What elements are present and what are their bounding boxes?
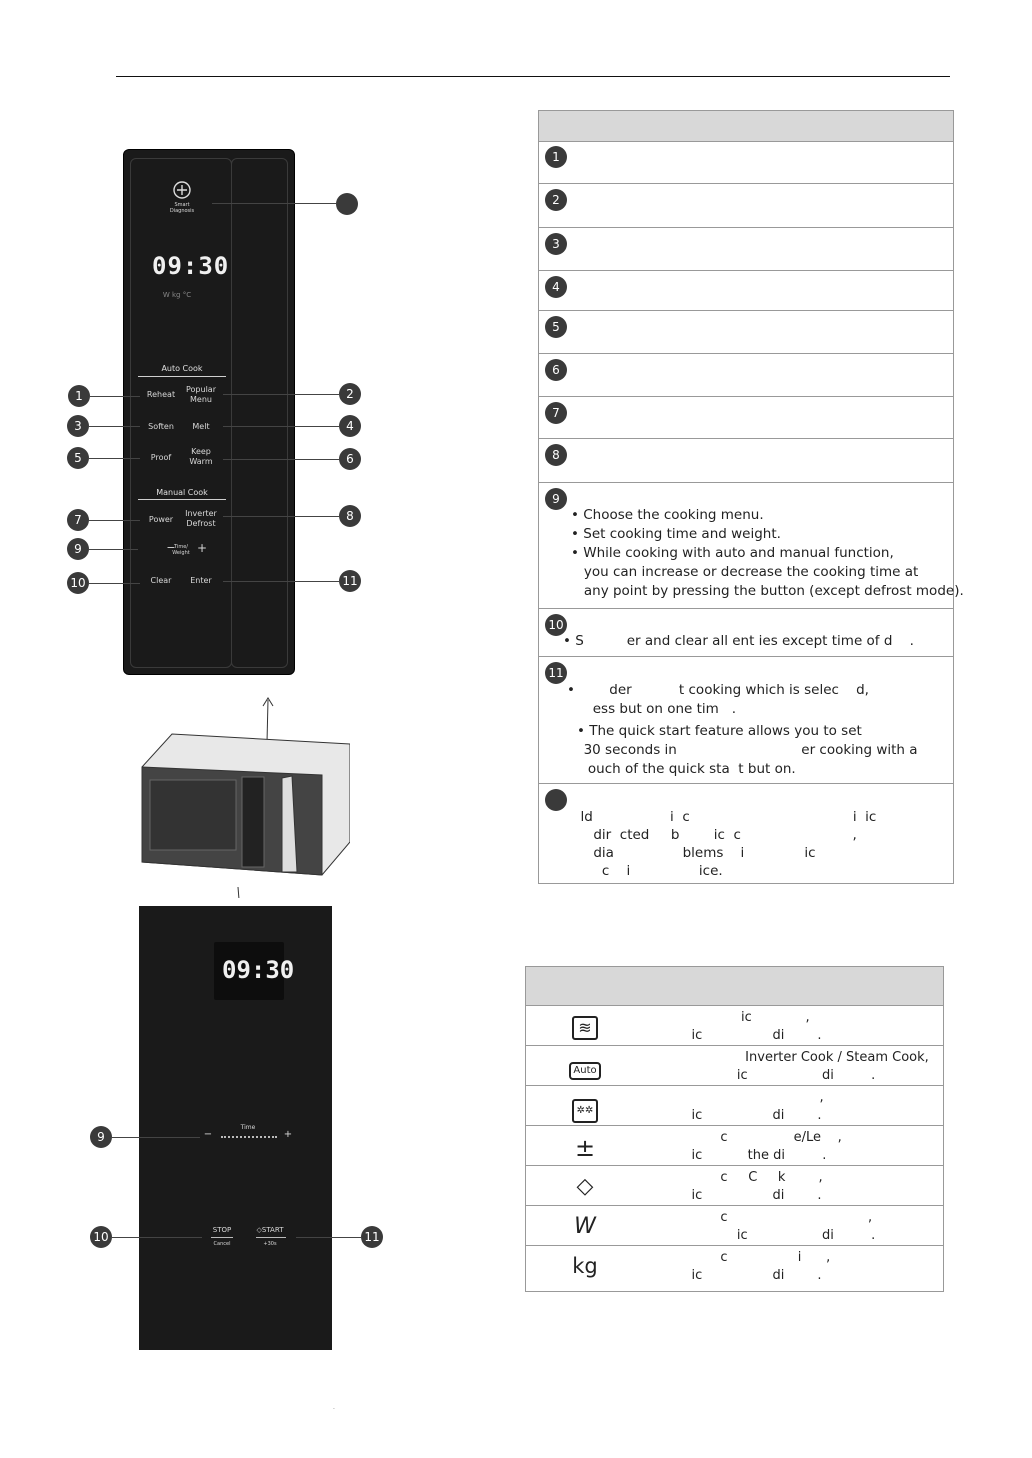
- section-manual-cook: Manual Cook: [156, 488, 208, 497]
- callout-smart-diagnosis: [336, 193, 358, 215]
- row-line: ouch of the quick sta t but on.: [575, 761, 796, 777]
- leader-line: [223, 516, 339, 517]
- row-number: 11: [545, 662, 567, 684]
- display-2: [214, 942, 295, 1000]
- proof-button[interactable]: Proof: [150, 453, 172, 462]
- callout-6: 6: [339, 448, 361, 470]
- leader-line: [112, 1137, 200, 1138]
- table-row: [539, 228, 953, 271]
- kg-icon: kg: [572, 1254, 598, 1278]
- leader-line: [89, 520, 140, 521]
- display-time: 09:30: [152, 252, 230, 280]
- microwave-illustration: [132, 676, 350, 898]
- table-row: [539, 184, 953, 228]
- row-line: c i ,: [646, 1250, 831, 1265]
- leader-line: [296, 1237, 361, 1238]
- start-button[interactable]: ◇START: [256, 1226, 284, 1234]
- callout-4: 4: [339, 415, 361, 437]
- callout-11-bottom: 11: [361, 1226, 383, 1248]
- defrost-icon: ✲✲: [568, 1094, 602, 1120]
- power-button[interactable]: Power: [148, 515, 174, 524]
- inverter-defrost-button[interactable]: Inverter Defrost: [185, 509, 217, 528]
- footer-mark: .: [333, 1404, 335, 1411]
- table-row: [526, 1046, 943, 1086]
- panel-rail: [231, 158, 288, 668]
- row-line: dir cted b ic c ,: [559, 827, 857, 843]
- display-time-2: 09:30: [222, 956, 295, 984]
- microwave-icon: ≋: [568, 1014, 602, 1040]
- table-row: [539, 609, 953, 657]
- section-divider: [138, 499, 226, 500]
- time-plus-button[interactable]: +: [283, 1129, 293, 1140]
- table-row: [539, 483, 964, 609]
- callout-11: 11: [339, 570, 361, 592]
- callout-3: 3: [67, 415, 89, 437]
- row-line: • Set cooking time and weight.: [571, 526, 781, 542]
- leader-line: [89, 458, 140, 459]
- display-units: W kg °C: [162, 291, 192, 299]
- row-number: 6: [545, 359, 567, 381]
- row-line: 30 seconds in er cooking with a: [575, 742, 918, 758]
- time-label: Time: [240, 1124, 256, 1131]
- auto-cook-icon: Auto: [568, 1054, 602, 1080]
- leader-line: [90, 396, 140, 397]
- callout-9-bottom: 9: [90, 1126, 112, 1148]
- row-number: 2: [545, 189, 567, 211]
- table-row: [539, 141, 953, 184]
- row-line: ic di .: [646, 1228, 876, 1243]
- row-number: 9: [545, 488, 567, 510]
- table-header: [539, 111, 953, 142]
- table-row: [539, 354, 953, 397]
- leader-line: [112, 1237, 202, 1238]
- row-line: ess but on one tim .: [567, 701, 737, 717]
- table-row: [526, 1006, 943, 1046]
- leader-line: [223, 394, 339, 395]
- leader-line: [223, 581, 339, 582]
- row-line: • Choose the cooking menu.: [571, 507, 764, 523]
- start-icon: ◇: [576, 1174, 594, 1199]
- reheat-button[interactable]: Reheat: [146, 390, 176, 399]
- table-row: [526, 1246, 943, 1290]
- row-number: 8: [545, 444, 567, 466]
- callout-1: 1: [68, 385, 90, 407]
- leader-line: [89, 426, 140, 427]
- popular-menu-button[interactable]: Popular Menu: [186, 385, 216, 404]
- leader-line: [89, 583, 140, 584]
- button-description-table: [538, 110, 964, 884]
- table-row: [539, 439, 953, 483]
- control-panel-top: [123, 149, 295, 675]
- callout-10-bottom: 10: [90, 1226, 112, 1248]
- callout-8: 8: [339, 505, 361, 527]
- row-number: 7: [545, 402, 567, 424]
- table-row: [539, 657, 953, 784]
- table-row: [526, 1126, 943, 1166]
- plus-minus-icon: ±: [574, 1134, 596, 1162]
- stop-divider: [211, 1237, 233, 1238]
- row-line: • der t cooking which is selec d,: [567, 682, 869, 698]
- stop-button[interactable]: STOP: [212, 1226, 232, 1234]
- section-auto-cook: Auto Cook: [161, 364, 203, 373]
- smart-diagnosis-icon: [172, 180, 192, 200]
- header-rule: [116, 76, 950, 77]
- table-row: [539, 311, 953, 354]
- row-line: ,: [646, 1090, 824, 1105]
- table-row: [539, 271, 953, 311]
- row-line: c ,: [646, 1210, 873, 1225]
- row-line: ic di .: [646, 1068, 876, 1083]
- callout-9: 9: [67, 538, 89, 560]
- soften-button[interactable]: Soften: [148, 422, 174, 431]
- time-minus-button[interactable]: −: [203, 1129, 213, 1140]
- row-line: dia blems i ic: [559, 845, 816, 861]
- leader-line: [89, 549, 138, 550]
- callout-10: 10: [67, 572, 89, 594]
- control-panel-bottom: [139, 906, 332, 1350]
- row-number: 5: [545, 316, 567, 338]
- leader-line: [223, 459, 339, 460]
- table-row: [526, 1086, 943, 1126]
- section-divider: [138, 376, 226, 377]
- display-icon-table: [525, 966, 944, 1292]
- row-line: ic di .: [646, 1268, 822, 1283]
- callout-2: 2: [339, 383, 361, 405]
- row-line: • S er and clear all ent ies except time of d .: [563, 633, 914, 649]
- callout-5: 5: [67, 447, 89, 469]
- row-line: ic the di .: [646, 1148, 827, 1163]
- row-line: Inverter Cook / Steam Cook,: [646, 1050, 929, 1065]
- row-line: ic di .: [646, 1188, 822, 1203]
- start-divider: [256, 1237, 286, 1238]
- time-slider[interactable]: [221, 1136, 277, 1138]
- plus-button[interactable]: +: [196, 541, 208, 555]
- row-line: you can increase or decrease the cooking time at: [571, 564, 919, 580]
- table-row: [539, 784, 953, 882]
- table-header: [526, 967, 943, 1006]
- cancel-label: Cancel: [213, 1241, 231, 1247]
- row-line: c e/Le ,: [646, 1130, 842, 1145]
- panel-inner-frame: [130, 158, 232, 668]
- callout-7: 7: [67, 509, 89, 531]
- row-number: 10: [545, 614, 567, 636]
- row-number: 3: [545, 233, 567, 255]
- row-line: ic ,: [646, 1010, 810, 1025]
- watt-icon: W: [574, 1214, 596, 1239]
- enter-button[interactable]: Enter: [190, 576, 212, 585]
- time-weight-label: Time/ Weight: [172, 544, 190, 556]
- row-number: 4: [545, 276, 567, 298]
- keep-warm-button[interactable]: Keep Warm: [189, 447, 213, 466]
- clear-button[interactable]: Clear: [150, 576, 172, 585]
- row-line: ic di .: [646, 1028, 822, 1043]
- table-row: [526, 1206, 943, 1246]
- row-line: ld i c i ic: [559, 809, 877, 825]
- table-row: [526, 1166, 943, 1206]
- leader-line: [223, 426, 339, 427]
- logo-label: Smart Diagnosis: [169, 202, 195, 214]
- minus-button[interactable]: −: [166, 541, 176, 554]
- row-line: any point by pressing the button (except defrost mode).: [571, 583, 964, 599]
- row-line: c i ice.: [559, 863, 723, 879]
- row-line: c C k ,: [646, 1170, 823, 1185]
- table-row: [539, 397, 953, 439]
- row-line: • While cooking with auto and manual function,: [571, 545, 894, 561]
- smart-diagnosis-logo: [167, 180, 197, 214]
- melt-button[interactable]: Melt: [192, 422, 210, 431]
- row-line: ic di .: [646, 1108, 822, 1123]
- row-line: • The quick start feature allows you to set: [577, 723, 862, 739]
- leader-line: [212, 203, 336, 204]
- row-number: 1: [545, 146, 567, 168]
- plus30-label: +30s: [263, 1241, 277, 1247]
